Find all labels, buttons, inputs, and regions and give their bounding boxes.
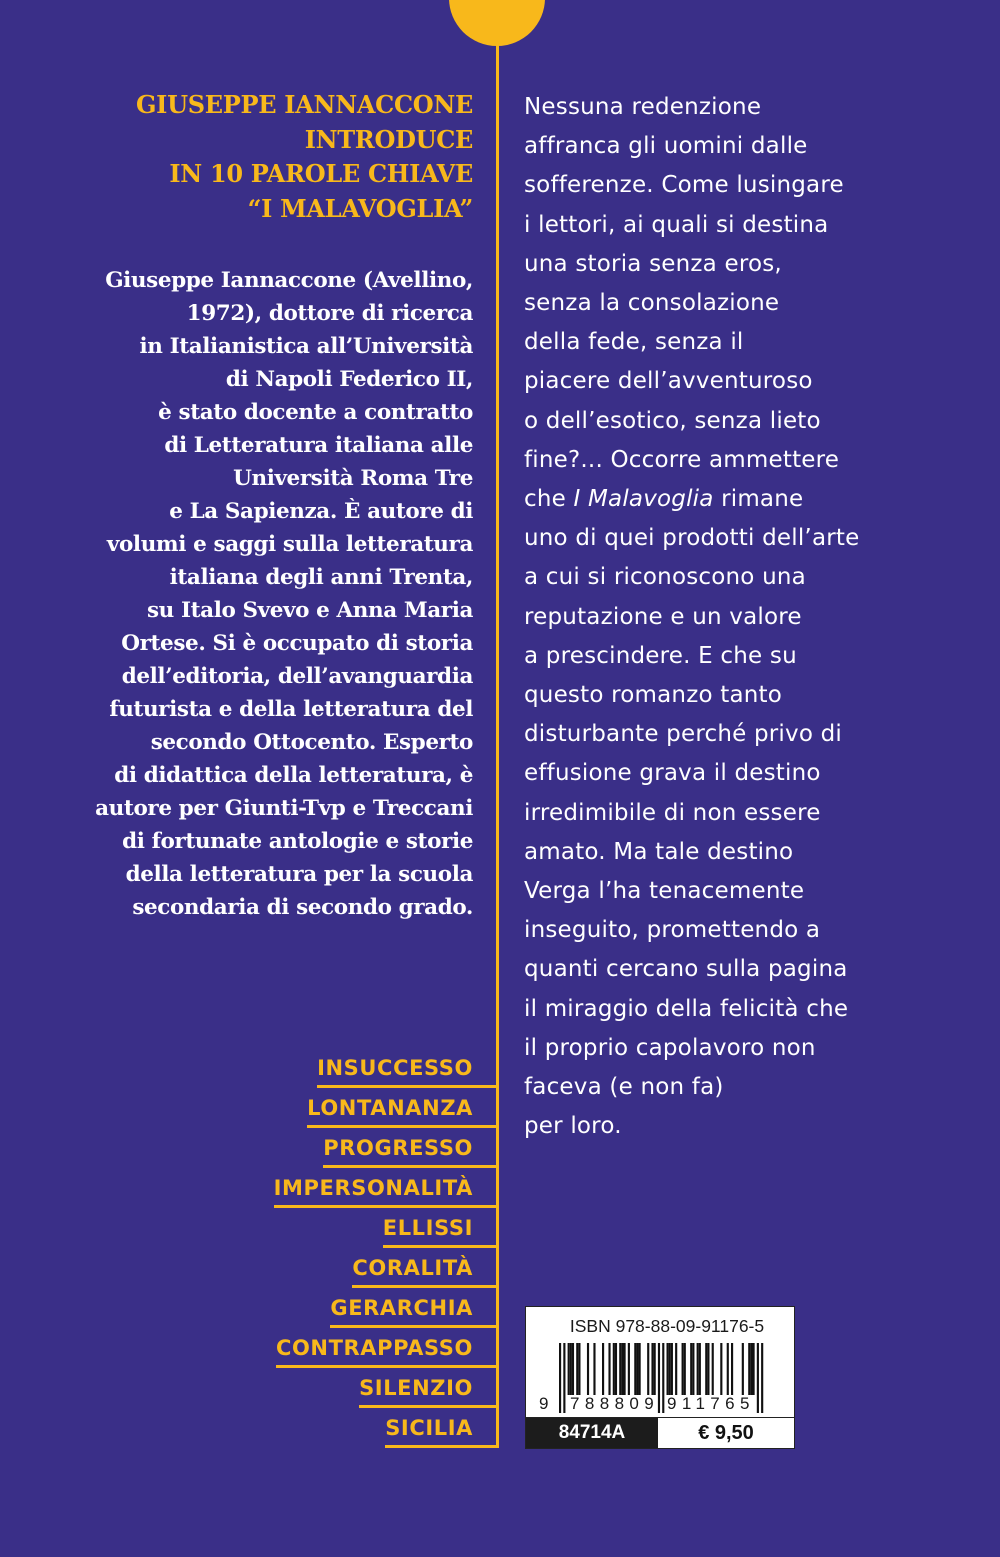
bio-line: secondaria di secondo grado. [132,895,473,920]
blurb-text-segment: reputazione e un valore [524,603,802,630]
bio-line: e La Sapienza. È autore di [169,499,473,524]
keyword-label: LONTANANZA [307,1096,473,1120]
keyword-list [200,1050,498,1450]
keyword-item [200,1210,498,1250]
blurb-line [524,911,944,950]
cover-title [60,88,473,226]
keyword-entry [383,1210,498,1250]
keyword-item [200,1170,498,1210]
blurb-line [524,558,944,597]
blurb-text-segment: effusione grava il destino [524,760,821,787]
blurb-text-segment: inseguito, promettendo a [524,917,821,944]
keyword-underline [274,1205,498,1208]
barcode-first-digit: 9 [539,1394,554,1413]
blurb-text-segment: a cui si riconoscono una [524,564,806,591]
blurb-text-segment: affranca gli uomini dalle [524,133,808,160]
title-line: “I MALAVOGLIA” [247,193,473,223]
blurb-text-segment: rimane [713,486,804,513]
blurb-text-segment: fine?... Occorre ammettere [524,446,840,473]
bio-line: di Napoli Federico II, [225,367,473,392]
price-row [526,1417,794,1448]
keyword-entry [330,1290,498,1330]
blurb-line [524,754,944,793]
blurb-text-segment: per loro. [524,1113,622,1140]
keyword-label: GERARCHIA [330,1296,473,1320]
keyword-item [200,1330,498,1370]
blurb-line [524,637,944,676]
bio-line: Giuseppe Iannaccone (Avellino, [105,268,473,293]
bio-line: 1972), dottore di ricerca [186,301,473,326]
blurb-text-segment: faceva (e non fa) [524,1074,724,1101]
blurb-text [524,88,944,1146]
blurb-line [524,1107,944,1146]
bio-line: autore per Giunti-Tvp e Treccani [95,796,473,821]
blurb-text-segment: della fede, senza il [524,329,744,356]
keyword-entry [385,1410,498,1450]
bio-line: in Italianistica all’Università [139,334,473,359]
keyword-underline [383,1245,498,1248]
blurb-text-segment: senza la consolazione [524,290,780,317]
blurb-text-segment: piacere dell’avventuroso [524,368,813,395]
keyword-label: IMPERSONALITÀ [273,1176,473,1200]
keyword-item [200,1090,498,1130]
keyword-entry [274,1170,498,1210]
blurb-text-segment: Nessuna redenzione [524,94,762,120]
blurb-line [524,676,944,715]
blurb-line [524,519,944,558]
keyword-item [200,1050,498,1090]
blurb-line [524,1029,944,1068]
blurb-line [524,88,944,127]
blurb-text-segment: quanti cercano sulla pagina [524,956,848,983]
blurb-line [524,323,944,362]
keyword-underline [352,1285,498,1288]
title-line: INTRODUCE [304,124,473,154]
keyword-entry [307,1090,498,1130]
keyword-entry [323,1130,498,1170]
blurb-text-segment: il proprio capolavoro non [524,1034,816,1061]
bio-line: dell’editoria, dell’avanguardia [121,664,473,689]
bio-line: su Italo Svevo e Anna Maria [146,598,473,623]
keyword-entry [276,1330,498,1370]
blurb-line [524,402,944,441]
bio-line: futurista e della letteratura del [109,697,473,722]
blurb-line [524,127,944,166]
blurb-line [524,166,944,205]
barcode-left-digits: 788809 [570,1394,660,1413]
blurb-line [524,598,944,637]
product-code: 84714A [526,1418,658,1448]
blurb-line [524,206,944,245]
title-line: GIUSEPPE IANNACCONE [135,90,473,119]
blurb-text-segment: amato. Ma tale destino [524,838,794,865]
blurb-text-segment: questo romanzo tanto [524,682,783,709]
bio-line: della letteratura per la scuola [125,862,473,887]
bio-line: di Letteratura italiana alle [164,433,473,458]
blurb-text-segment: i lettori, ai quali si destina [524,211,829,238]
book-title-italic: I Malavoglia [573,486,714,513]
blurb-line [524,480,944,519]
blurb-line [524,715,944,754]
author-bio [60,264,473,924]
blurb-line [524,833,944,872]
bio-line: è stato docente a contratto [158,400,473,425]
blurb-text-segment: uno di quei prodotti dell’arte [524,525,860,552]
keyword-label: CONTRAPPASSO [275,1336,473,1360]
blurb-text-segment: una storia senza eros, [524,250,782,277]
bio-line: secondo Ottocento. Esperto [150,730,473,755]
blurb-text-segment: il miraggio della felicità che [524,995,849,1022]
barcode-label [525,1306,795,1449]
bio-line: Università Roma Tre [233,466,473,491]
blurb-text-segment: a prescindere. E che su [524,642,797,669]
blurb-text-segment: sofferenze. Come lusingare [524,172,844,199]
keyword-item [200,1370,498,1410]
keyword-underline [276,1365,498,1368]
keyword-label: INSUCCESSO [317,1056,473,1080]
blurb-text-segment: irredimibile di non essere [524,799,821,826]
blurb-line [524,284,944,323]
keyword-label: CORALITÀ [352,1256,473,1280]
keyword-label: ELLISSI [382,1216,473,1240]
keyword-item [200,1250,498,1290]
price-tag: € 9,50 [658,1418,794,1448]
keyword-label: SICILIA [385,1416,473,1440]
keyword-underline [359,1405,498,1408]
keyword-underline [330,1325,498,1328]
keyword-item [200,1290,498,1330]
keyword-underline [317,1085,498,1088]
blurb-line [524,950,944,989]
keyword-underline [307,1125,498,1128]
blurb-text-segment: Verga l’ha tenacemente [524,878,805,905]
blurb-line [524,441,944,480]
bio-line: volumi e saggi sulla letteratura [106,532,473,557]
blurb-text-segment: o dell’esotico, senza lieto [524,407,821,434]
keyword-underline [385,1445,498,1448]
blurb-line [524,794,944,833]
bio-line: di fortunate antologie e storie [122,829,473,854]
keyword-entry [359,1370,498,1410]
blurb-line [524,245,944,284]
isbn-text: ISBN 978-88-09-91176-5 [569,1316,765,1336]
blurb-line [524,1068,944,1107]
keyword-entry [317,1050,498,1090]
blurb-line [524,362,944,401]
keyword-label: PROGRESSO [323,1136,473,1160]
bio-line: Ortese. Si è occupato di storia [121,631,473,656]
keyword-item [200,1130,498,1170]
keyword-label: SILENZIO [359,1376,473,1400]
blurb-line [524,872,944,911]
bio-line: di didattica della letteratura, è [114,763,473,788]
blurb-text-segment: disturbante perché privo di [524,721,842,748]
keyword-entry [352,1250,498,1290]
blurb-line [524,990,944,1029]
keyword-item [200,1410,498,1450]
barcode-right-digits: 911765 [667,1394,755,1413]
blurb-text-segment: che [524,486,574,513]
bio-line: italiana degli anni Trenta, [169,565,473,590]
title-line: IN 10 PAROLE CHIAVE [169,159,473,188]
keyword-underline [323,1165,498,1168]
